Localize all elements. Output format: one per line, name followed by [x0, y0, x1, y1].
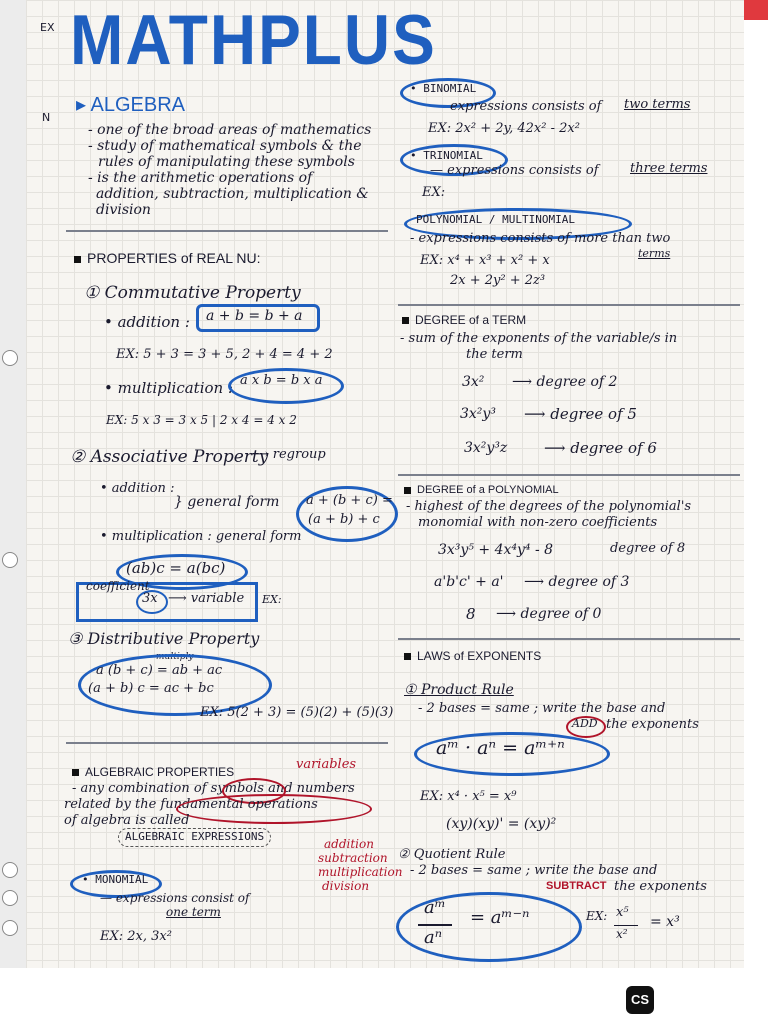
trinomial-example: EX:	[422, 185, 446, 200]
page-margin	[0, 0, 26, 968]
associative-formula-line: a + (b + c) =	[306, 493, 393, 508]
operation-note: multiplication	[318, 865, 403, 879]
algebraic-properties-heading: ALGEBRAIC PROPERTIES	[72, 766, 234, 780]
binder-hole	[2, 350, 18, 366]
divider	[398, 474, 740, 476]
scanner-badge: CS	[626, 986, 654, 1014]
degree-term-expr: 3x²y³z	[464, 440, 508, 456]
fraction-bar	[418, 924, 452, 926]
variables-note: variables	[296, 757, 357, 772]
polynomial-label: POLYNOMIAL / MULTINOMIAL	[416, 213, 575, 226]
commutative-mult-label: • multiplication :	[104, 379, 234, 397]
binomial-key: two terms	[624, 97, 691, 112]
associative-mult-formula: (ab)c = a(bc)	[126, 559, 226, 577]
quotient-rule-title: ② Quotient Rule	[398, 847, 506, 862]
divider	[398, 638, 740, 640]
degree-term-expr: 3x²y³	[460, 406, 496, 422]
algebra-heading: ▸ ALGEBRA	[76, 94, 185, 116]
degree-term-heading: DEGREE of a TERM	[402, 314, 526, 328]
commutative-mult-example: EX: 5 x 3 = 3 x 5 | 2 x 4 = 4 x 2	[106, 413, 297, 427]
trinomial-desc: — expressions consists of	[430, 163, 599, 178]
associative-addition-label: • addition :	[100, 481, 175, 496]
quotient-numerator: aᵐ	[424, 897, 446, 918]
binder-hole	[2, 552, 18, 568]
binder-hole	[2, 862, 18, 878]
algebra-line: addition, subtraction, multiplication &	[96, 186, 369, 202]
quotient-rule-line: the exponents	[614, 879, 707, 894]
algebraic-line: of algebra is called	[64, 813, 190, 828]
distributive-line: a (b + c) = ab + ac	[96, 663, 223, 678]
quotient-rule-line: - 2 bases = same ; write the base and	[410, 863, 658, 878]
monomial-example: EX: 2x, 3x²	[100, 929, 172, 944]
commutative-mult-formula: a x b = b x a	[240, 373, 323, 388]
operation-note: subtraction	[318, 851, 388, 865]
binomial-example: EX: 2x² + 2y, 42x² - 2x²	[428, 121, 580, 136]
associative-formula-line: (a + b) + c	[308, 512, 380, 527]
page-title: MATHPLUS	[70, 0, 437, 80]
degree-term-result: ⟶ degree of 2	[512, 374, 618, 390]
multiply-note: multiply	[156, 652, 194, 662]
monomial-desc: — expressions consist of	[100, 891, 250, 905]
fraction-bar	[614, 925, 638, 926]
binder-hole	[2, 890, 18, 906]
associative-mult-label: • multiplication : general form	[100, 529, 302, 544]
quotient-result: = aᵐ⁻ⁿ	[470, 907, 530, 928]
operation-note: division	[322, 879, 370, 893]
quotient-subtract: SUBTRACT	[546, 880, 607, 892]
divider	[66, 230, 388, 232]
monomial-label: • MONOMIAL	[82, 873, 149, 886]
polynomial-example: 2x + 2y² + 2z³	[450, 273, 546, 288]
trinomial-label: • TRINOMIAL	[410, 149, 483, 162]
degree-poly-line: - highest of the degrees of the polynomial's	[406, 499, 692, 514]
quotient-denominator: aⁿ	[424, 927, 443, 948]
binder-hole	[2, 920, 18, 936]
binomial-desc: expressions consists of	[450, 99, 602, 114]
degree-poly-expr: 8	[466, 605, 476, 623]
laws-heading: LAWS of EXPONENTS	[404, 650, 541, 664]
degree-term-result: ⟶ degree of 6	[544, 439, 657, 457]
commutative-addition-formula: a + b = b + a	[206, 308, 303, 324]
page-corner	[744, 0, 768, 20]
margin-label: N	[42, 111, 51, 124]
distributive-example: EX: 5(2 + 3) = (5)(2) + (5)(3)	[200, 705, 394, 720]
product-example: (xy)(xy)' = (xy)²	[446, 816, 557, 832]
coefficient-label: coefficient	[86, 579, 150, 593]
degree-term-expr: 3x²	[462, 374, 485, 390]
algebra-line: division	[96, 202, 151, 218]
degree-term-result: ⟶ degree of 5	[524, 405, 637, 423]
polynomial-example: EX: x⁴ + x³ + x² + x	[420, 253, 550, 268]
algebraic-line: related by the fundamental operations	[64, 797, 318, 812]
degree-poly-expr: 3x³y⁵ + 4x⁴y⁴ - 8	[438, 542, 554, 558]
algebra-line: rules of manipulating these symbols	[98, 154, 355, 170]
degree-poly-result: degree of 8	[610, 541, 686, 556]
polynomial-desc: - expressions consists of more than two	[410, 231, 671, 246]
commutative-addition-label: • addition :	[104, 313, 190, 331]
quotient-ex-denominator: x²	[616, 927, 628, 941]
degree-poly-line: monomial with non-zero coefficients	[418, 515, 658, 530]
monomial-desc-2: one term	[166, 905, 221, 919]
degree-term-line: - sum of the exponents of the variable/s in	[400, 331, 678, 346]
margin-label: EX	[40, 21, 55, 34]
binomial-label: • BINOMIAL	[410, 82, 477, 95]
general-form-label: } general form	[174, 494, 280, 510]
commutative-title: ① Commutative Property	[84, 283, 301, 303]
operation-note: addition	[324, 837, 374, 851]
product-rule-line: - 2 bases = same ; write the base and	[418, 701, 666, 716]
product-formula: aᵐ · aⁿ = aᵐ⁺ⁿ	[436, 737, 565, 759]
algebra-line: - study of mathematical symbols & the	[88, 138, 362, 154]
operations-circle	[176, 794, 372, 824]
distributive-line: (a + b) c = ac + bc	[88, 681, 214, 696]
product-add: ADD	[572, 717, 598, 730]
degree-poly-result: ⟶ degree of 0	[496, 606, 602, 622]
associative-ex: EX:	[262, 593, 282, 606]
coefficient-value: 3x	[142, 591, 158, 606]
quotient-ex-numerator: x⁵	[616, 905, 629, 920]
quotient-ex-result: = x³	[650, 914, 680, 930]
associative-title: ② Associative Property	[70, 447, 269, 467]
degree-poly-heading: DEGREE of a POLYNOMIAL	[404, 484, 559, 497]
commutative-addition-example: EX: 5 + 3 = 3 + 5, 2 + 4 = 4 + 2	[116, 347, 333, 362]
variable-label: ⟶ variable	[168, 591, 245, 606]
associative-arrow: ⟶ regroup	[250, 447, 326, 462]
product-example: EX: x⁴ · x⁵ = x⁹	[420, 789, 517, 804]
polynomial-desc-2: terms	[638, 247, 671, 260]
divider	[66, 742, 388, 744]
algebraic-expressions-tag: ALGEBRAIC EXPRESSIONS	[118, 828, 271, 847]
properties-heading: PROPERTIES of REAL NU:	[74, 250, 261, 266]
degree-term-line: the term	[466, 347, 523, 362]
trinomial-key: three terms	[630, 161, 708, 176]
product-rule-title: ① Product Rule	[404, 682, 514, 698]
algebra-line: - is the arithmetic operations of	[88, 170, 313, 186]
distributive-title: ③ Distributive Property	[68, 629, 260, 648]
degree-poly-result: ⟶ degree of 3	[524, 574, 630, 590]
algebraic-line: - any combination of symbols and numbers	[72, 781, 355, 796]
algebra-line: - one of the broad areas of mathematics	[88, 122, 372, 138]
product-rule-line: the exponents	[606, 717, 699, 732]
degree-poly-expr: a'b'c' + a'	[434, 574, 504, 590]
quotient-ex: EX:	[586, 909, 608, 923]
divider	[398, 304, 740, 306]
